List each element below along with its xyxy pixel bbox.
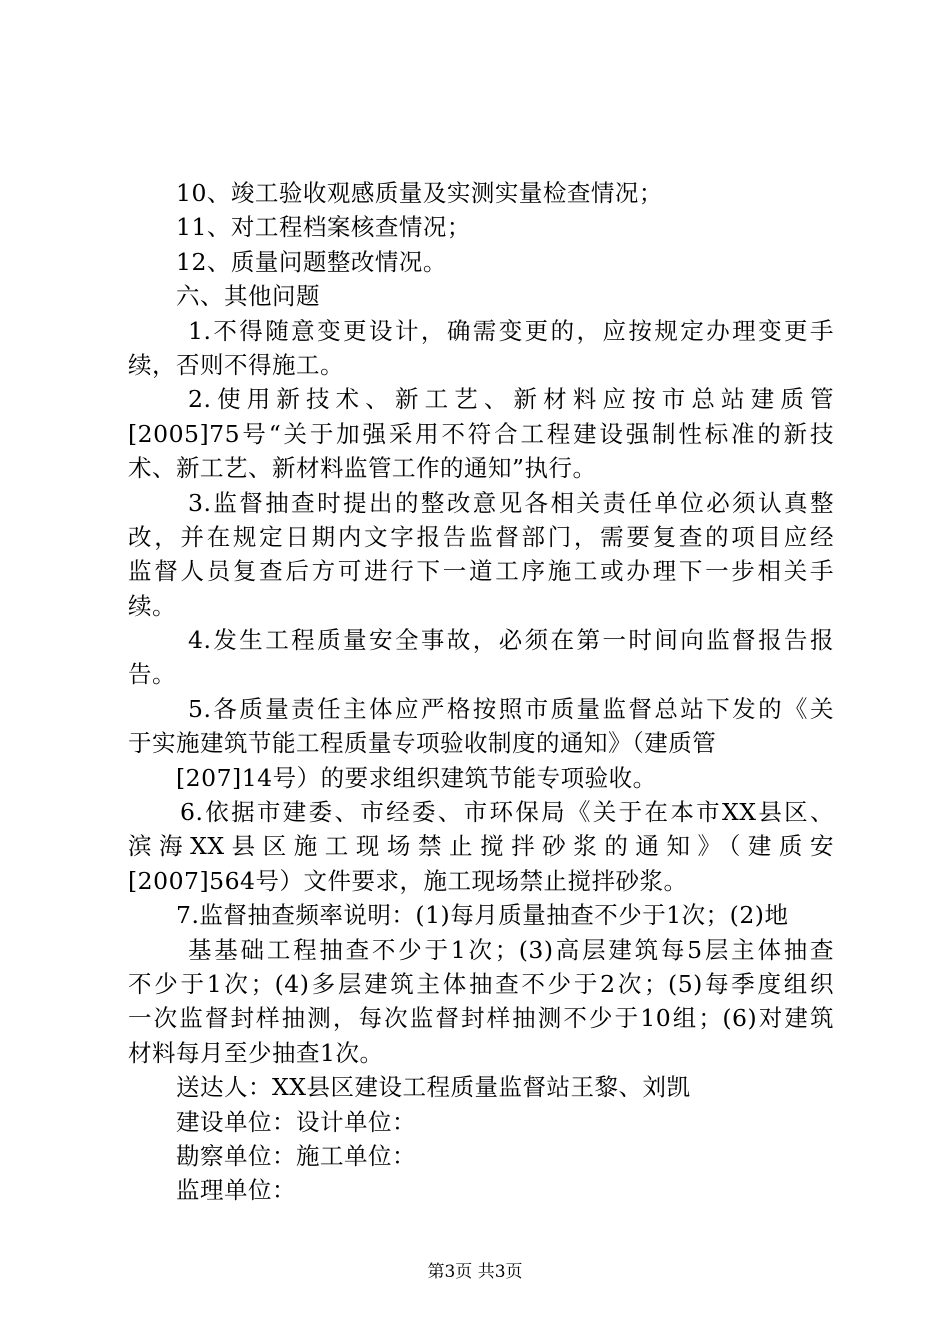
text-line: 4.发生工程质量安全事故，必须在第一时间向监督报告报: [188, 626, 834, 655]
text-line: 监督人员复查后方可进行下一道工序施工或办理下一步相关手: [128, 557, 834, 586]
text-line: [2005]75号“关于加强采用不符合工程建设强制性标准的新技: [128, 419, 834, 448]
signature-line: 勘察单位：施工单位：: [176, 1141, 416, 1170]
text-line: 1.不得随意变更设计，确需变更的，应按规定办理变更手: [188, 316, 834, 345]
text-line: 术、新工艺、新材料监管工作的通知”执行。: [128, 454, 597, 483]
text-line: 告。: [128, 660, 176, 689]
text-line: 6.依据市建委、市经委、市环保局《关于在本市XX县区、: [180, 798, 834, 827]
text-line: 一次监督封样抽测，每次监督封样抽测不少于10组；(6)对建筑: [128, 1004, 834, 1033]
section-heading: 六、其他问题: [176, 282, 320, 311]
text-line: 7.监督抽查频率说明：(1)每月质量抽查不少于1次；(2)地: [176, 901, 789, 930]
signature-line: 建设单位：设计单位：: [176, 1107, 416, 1136]
text-line: [207]14号）的要求组织建筑节能专项验收。: [176, 763, 657, 792]
page-footer: 第3页 共3页: [427, 1262, 523, 1282]
signature-line: 监理单位：: [176, 1176, 296, 1205]
delivery-line: 送达人：XX县区建设工程质量监督站王黎、刘凯: [176, 1073, 691, 1102]
text-line: 材料每月至少抽查1次。: [128, 1038, 384, 1067]
text-line: 于实施建筑节能工程质量专项验收制度的通知》（建质管: [128, 729, 717, 758]
text-line: 3.监督抽查时提出的整改意见各相关责任单位必须认真整: [188, 488, 834, 517]
text-line: 11、对工程档案核查情况；: [176, 213, 471, 242]
text-line: 续，否则不得施工。: [128, 350, 344, 379]
text-line: 5.各质量责任主体应严格按照市质量监督总站下发的《关: [188, 694, 834, 723]
text-line: 2.使用新技术、新工艺、新材料应按市总站建质管: [188, 385, 834, 414]
document-body: [128, 176, 834, 1208]
text-line: 续。: [128, 591, 176, 620]
text-line: 10、竣工验收观感质量及实测实量检查情况；: [176, 179, 663, 207]
text-line: 不少于1次；(4)多层建筑主体抽查不少于2次；(5)每季度组织: [128, 969, 834, 998]
text-line: [2007]564号）文件要求，施工现场禁止搅拌砂浆。: [128, 866, 688, 895]
text-line: 改，并在规定日期内文字报告监督部门，需要复查的项目应经: [128, 522, 834, 551]
text-line: 12、质量问题整改情况。: [176, 247, 447, 276]
text-line: 滨海XX县区施工现场禁止搅拌砂浆的通知》（建质安: [128, 832, 834, 861]
text-line: 基基础工程抽查不少于1次；(3)高层建筑每5层主体抽查: [188, 935, 834, 964]
